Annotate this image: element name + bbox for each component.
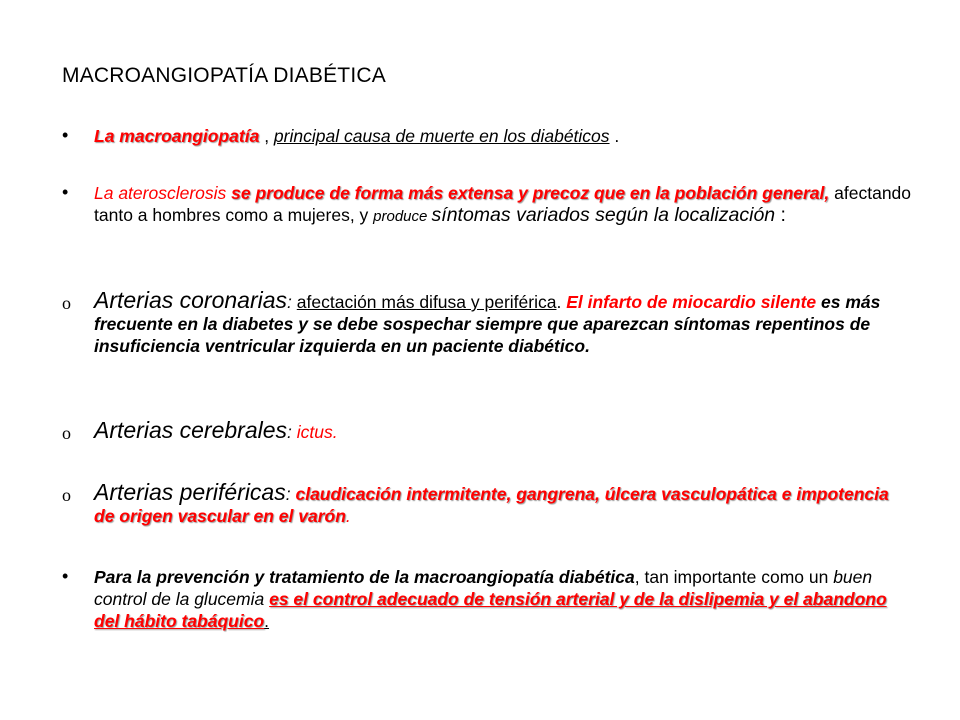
item6-mid: , tan importante como un: [634, 567, 834, 587]
item5-end: .: [345, 506, 351, 526]
sub-bullet: o: [62, 423, 71, 443]
item1-end: .: [609, 126, 620, 146]
list-item-coronarias: [62, 289, 912, 357]
item2-mid: afectando tanto a hombres como a mujeres, y: [94, 183, 912, 225]
list-item-macroangiopatia: [62, 125, 912, 147]
bullet-dot: •: [62, 182, 69, 202]
item1-rest: principal causa de muerte en los diabéticos: [273, 126, 610, 146]
sub-bullet: o: [62, 293, 71, 313]
list-item-aterosclerosis: [62, 182, 912, 228]
item2-emph: se produce de forma más extensa y precoz que en la población general,: [231, 183, 830, 203]
item2-sintomas: síntomas variados según la localización: [431, 204, 776, 226]
item4-desc: ictus.: [296, 422, 338, 442]
item1-lead: La macroangiopatía: [94, 126, 260, 146]
item6-lead: Para la prevención y tratamiento de la macroangiopatía diabética: [94, 567, 635, 587]
list-item-perifericas: [62, 481, 912, 527]
item3-rest: es más frecuente en la diabetes y se debe sospechar siempre que aparezcan síntomas repentinos de insuficiencia ventricular izquierda en un paciente diabético.: [94, 292, 881, 356]
item5-colon: :: [285, 484, 296, 504]
item-text: [94, 289, 912, 357]
item-text: [94, 481, 912, 527]
item-text: [94, 419, 912, 443]
item3-dot: .: [556, 292, 567, 312]
item-text: [94, 182, 912, 228]
page-title: MACROANGIOPATÍA DIABÉTICA: [62, 64, 386, 87]
item1-sep: ,: [259, 126, 274, 146]
list-item-prevencion: [62, 566, 912, 632]
item2-produce: produce: [373, 208, 432, 225]
item5-name: Arterias periféricas: [94, 479, 286, 505]
item-text: [94, 566, 912, 632]
bullet-dot: •: [62, 125, 69, 145]
item2-lead: La aterosclerosis: [94, 183, 232, 203]
sub-bullet: o: [62, 485, 71, 505]
item4-colon: :: [287, 422, 297, 442]
bullet-dot: •: [62, 566, 69, 586]
item3-name: Arterias coronarias: [94, 287, 288, 313]
item2-end: :: [775, 204, 786, 226]
item3-desc: afectación más difusa y periférica: [296, 292, 557, 312]
item4-name: Arterias cerebrales: [94, 417, 288, 443]
item3-red: El infarto de miocardio silente: [566, 292, 817, 312]
item6-end: .: [264, 611, 270, 631]
list-item-cerebrales: [62, 419, 912, 443]
item3-colon: :: [287, 292, 297, 312]
item6-emph: es el control adecuado de tensión arterial y de la dislipemia y el abandono del hábito tabáquico: [94, 589, 887, 631]
item-text: [94, 125, 912, 147]
item6-buen: buen control de la glucemia: [94, 567, 873, 609]
item5-desc: claudicación intermitente, gangrena, úlcera vasculopática e impotencia de origen vascular en el varón: [94, 484, 889, 526]
